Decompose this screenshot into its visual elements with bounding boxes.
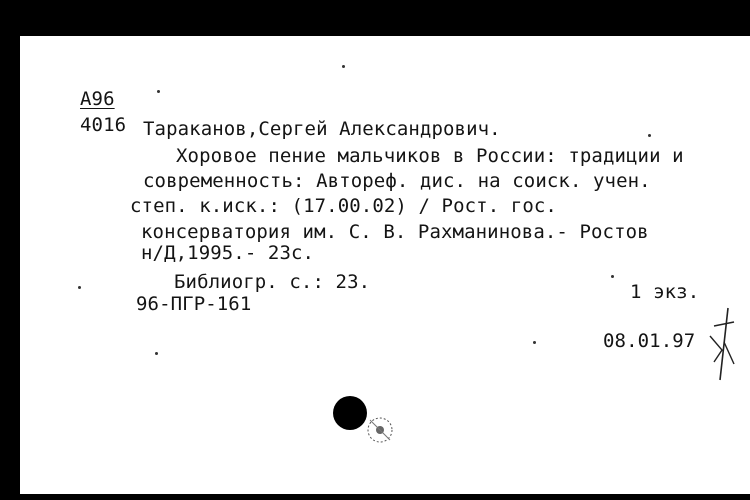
description-line: Хоровое пение мальчиков в России: традиции и <box>176 145 684 167</box>
copies-count: 1 экз. <box>630 281 700 303</box>
description-line: н/Д,1995.- 23с. <box>141 242 315 264</box>
shelf-mark: А96 <box>80 88 115 110</box>
dust-speck <box>78 286 81 289</box>
dust-speck <box>648 134 651 137</box>
dust-speck <box>155 352 158 355</box>
handwritten-mark-icon <box>700 306 740 382</box>
author-heading: Тараканов,Сергей Александрович. <box>143 118 501 140</box>
dust-speck <box>157 90 160 93</box>
dust-speck <box>611 275 614 278</box>
description-line: современность: Автореф. дис. на соиск. учен. <box>143 170 651 192</box>
registration-code: 96-ПГР-161 <box>136 293 252 315</box>
scan-border-top <box>0 0 750 36</box>
dust-speck <box>533 341 536 344</box>
record-number: 4016 <box>80 114 127 136</box>
date-stamp: 08.01.97 <box>603 330 696 352</box>
scan-border-bottom <box>0 494 750 500</box>
description-line: степ. к.иск.: (17.00.02) / Рост. гос. <box>130 195 557 217</box>
bibliography-note: Библиогр. с.: 23. <box>174 271 371 293</box>
scan-border-left <box>0 0 20 500</box>
description-line: консерватория им. С. В. Рахманинова.- Ростов <box>141 221 649 243</box>
faded-stamp-icon <box>362 408 402 450</box>
dust-speck <box>342 65 345 68</box>
